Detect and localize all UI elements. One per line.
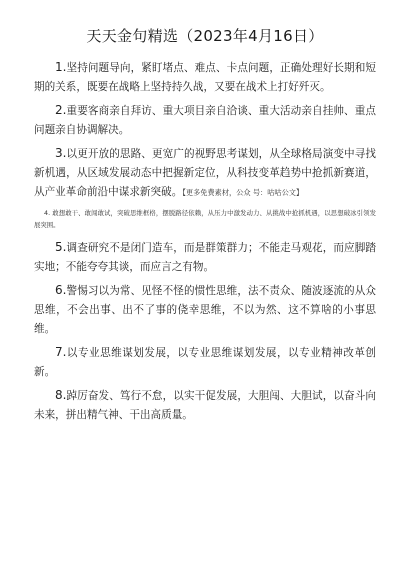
quote-number: 6. [55,283,67,297]
promo-tag: 【更多免费素材，公众 号：咕咕公文】 [182,188,304,197]
quote-item-2 [34,101,376,140]
quote-number: 1. [55,60,67,74]
quote-text: 坚持问题导向，紧盯堵点、难点、卡点问题，正确处理好长期和短期的关系，既要在战略上坚持持久战，又要在战术上打好歼灭。 [34,62,376,93]
quote-number: 4. [44,209,51,217]
quote-item-8 [34,386,376,425]
quote-text: 踔厉奋发、笃行不怠，以实干促发展，大胆闯、大胆试，以奋斗向未来，拼出精气神、干出高质量。 [34,390,376,421]
quote-item-1 [34,58,376,97]
quote-text: 重要客商亲自拜访、重大项目亲自洽谈、重大活动亲自挂帅、重点问题亲自协调解决。 [34,105,376,136]
document-title: 天天金句精选（2023年4月16日） [86,27,324,45]
quote-text: 以专业思维谋划发展，以专业思维谋划发展，以专业精神改革创新。 [34,347,376,378]
quote-text: 调查研究不是闭门造车，而是群策群力；不能走马观花，而应脚踏实地；不能夸夸其谈，而应言之有物。 [34,242,376,273]
quote-text: 警惕习以为常、见怪不怪的惯性思维，法不责众、随波逐流的从众思维，不会出事、出不了事的侥幸思维，不以为然、这不算啥的小事思维。 [34,285,376,335]
quote-text: 以更开放的思路、更宽广的视野思考谋划，从全球格局演变中寻找新机遇，从区域发展动态中把握新定位，从科技变革趋势中抢抓新赛道，从产业革命前沿中谋求新突破。 [34,148,376,198]
quote-number: 8. [55,388,67,402]
quote-item-7 [34,343,376,382]
quote-item-3 [34,144,376,202]
quote-item-5 [34,238,376,277]
quote-number: 5. [55,240,67,254]
quote-number: 7. [55,345,67,359]
quote-text: 敢想敢干、敢闯敢试，突破思维框格，摆脱路径依赖，从压力中激发动力、从挑战中抢抓机遇，以思想破冰引领发展突围。 [34,209,376,229]
quote-item-4 [34,207,376,231]
quote-number: 2. [55,103,67,117]
quote-number: 3. [55,146,67,160]
quote-item-6 [34,281,376,339]
